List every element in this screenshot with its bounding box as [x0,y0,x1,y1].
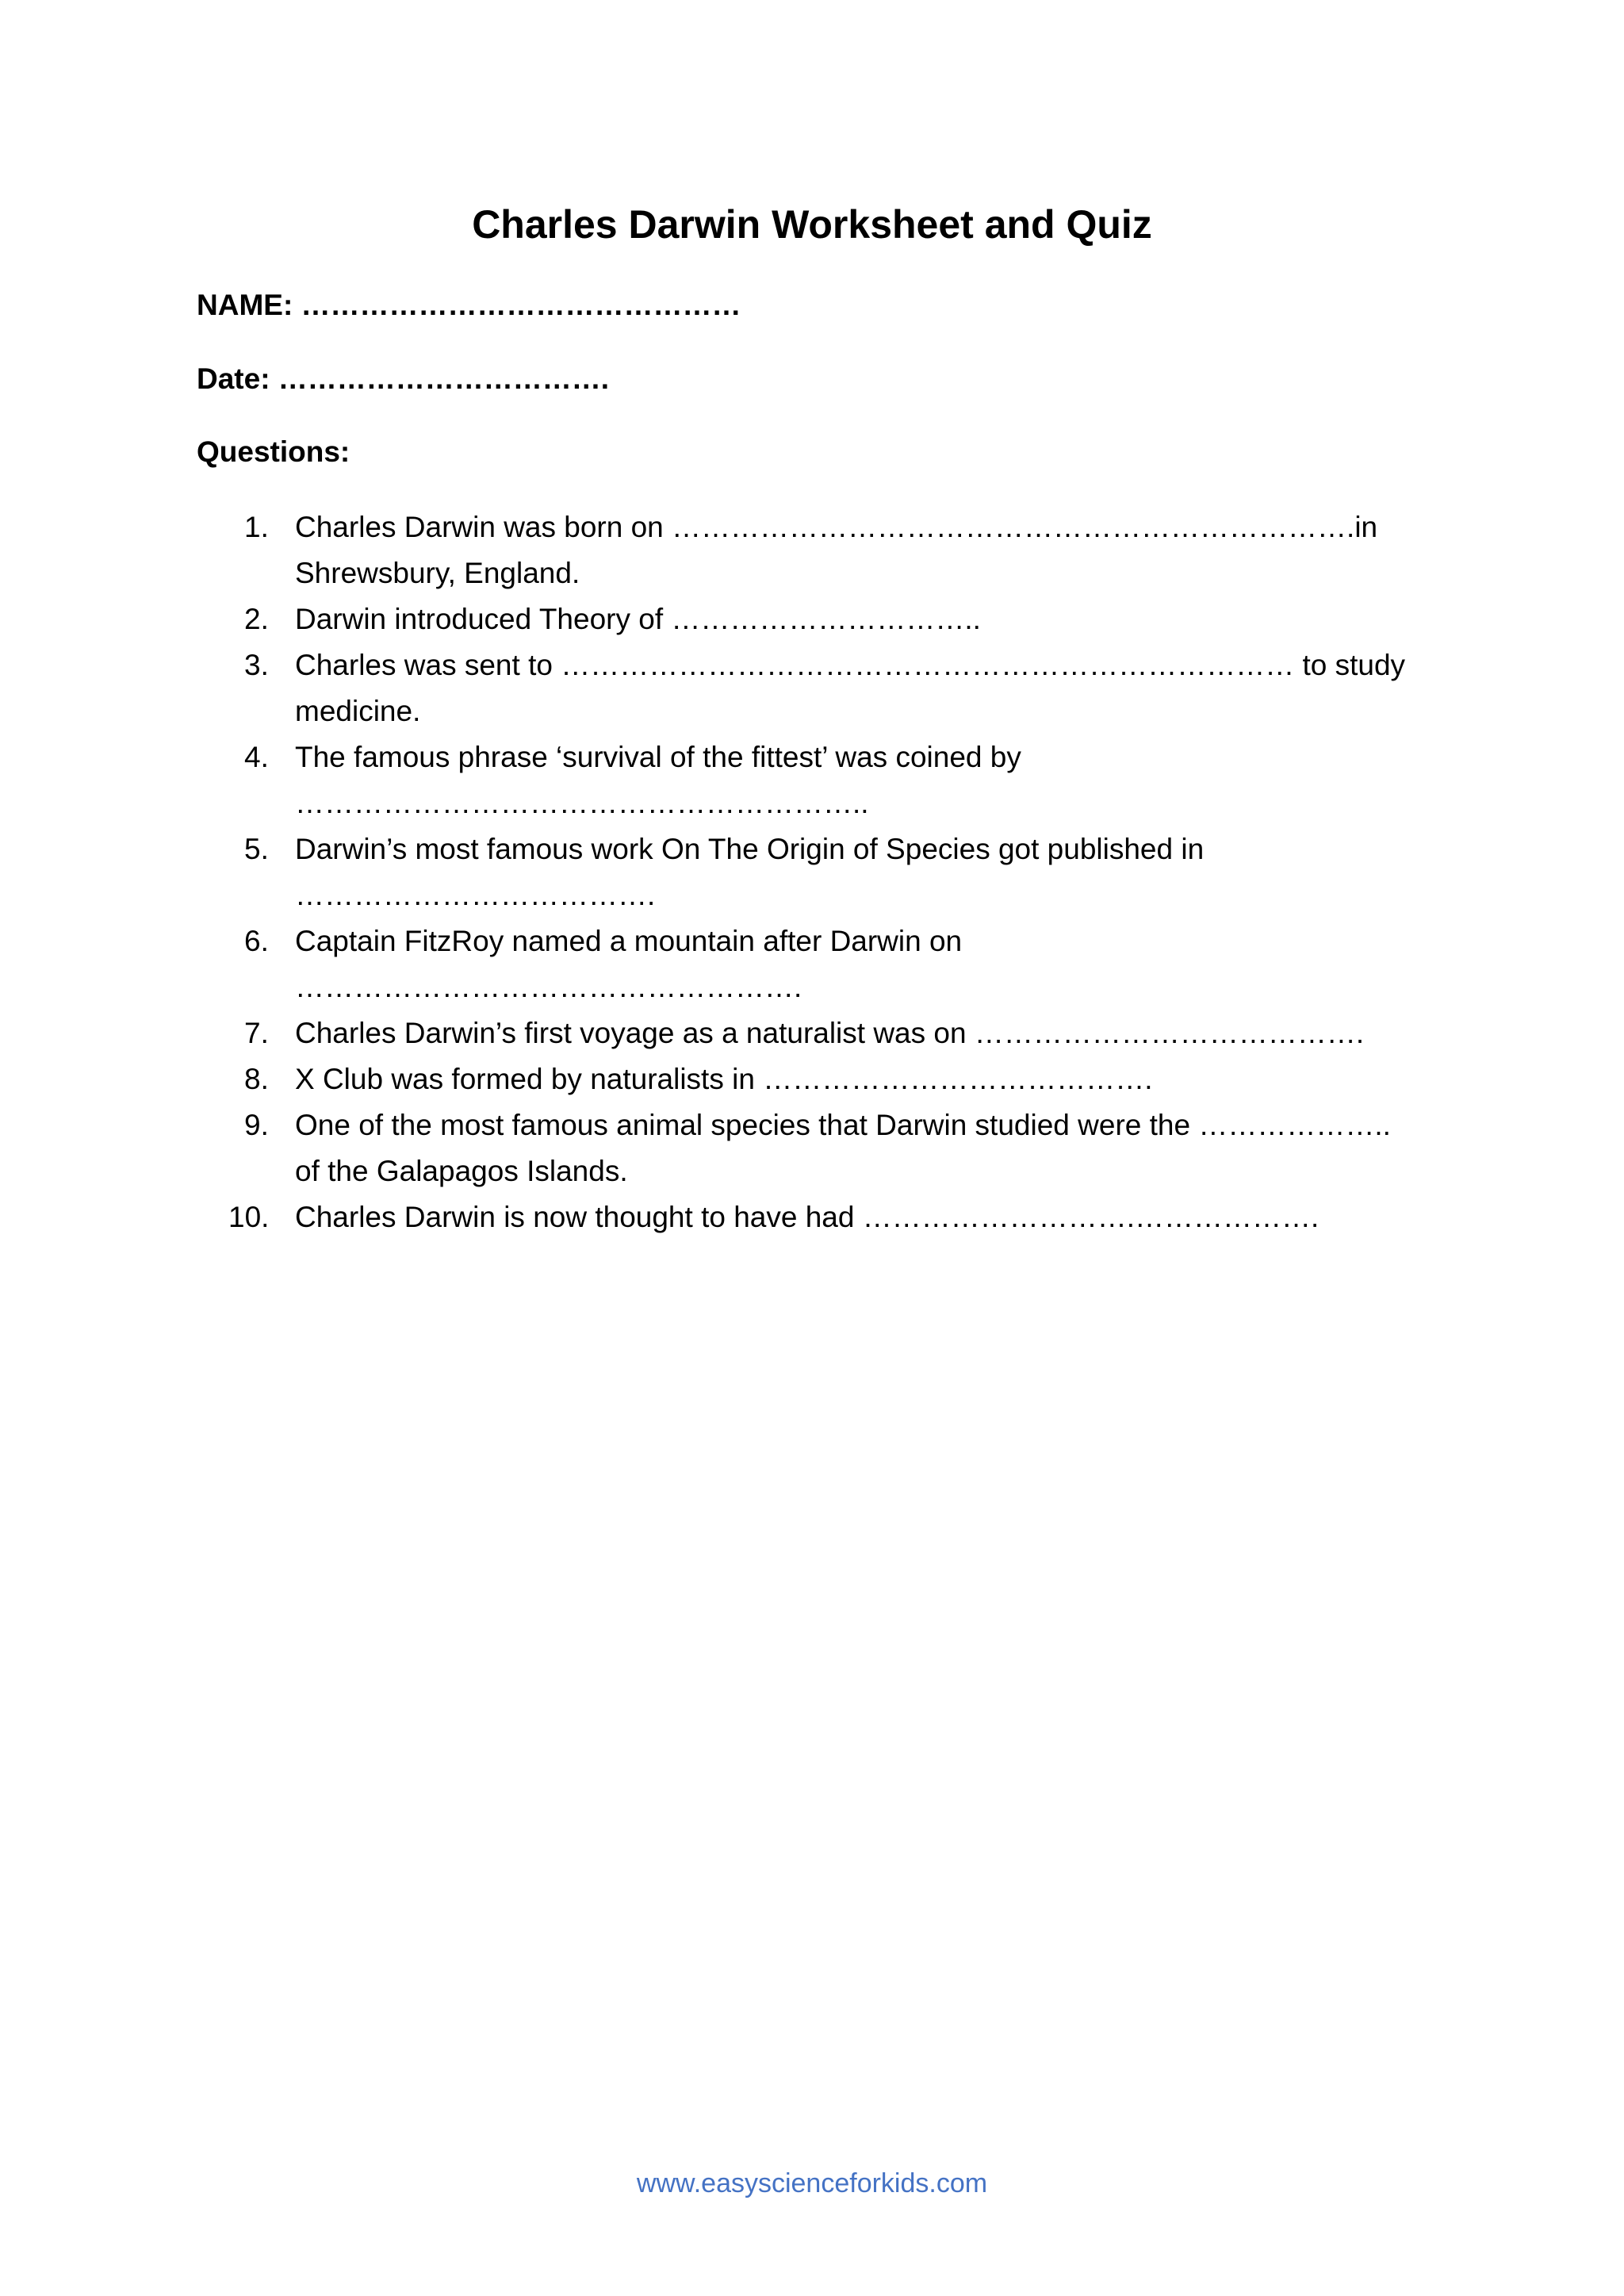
question-number: 6. [244,925,269,957]
question-text: Darwin introduced Theory of ………………………….. [295,603,981,635]
question-item-10 [0,1194,1624,1240]
question-number: 4. [244,741,269,773]
date-field: Date: ……………………………. [197,362,610,395]
question-item-3 [0,642,1624,734]
footer-website-link[interactable]: www.easyscienceforkids.com [636,2168,988,2198]
question-item-7 [0,1010,1624,1056]
question-number: 5. [244,833,269,865]
worksheet-title: Charles Darwin Worksheet and Quiz [472,202,1152,247]
question-text: Charles was sent to ………………………………………………………………… to study medicine. [295,649,1406,727]
question-text: Charles Darwin is now thought to have had ……………………….………………. [295,1201,1320,1233]
question-item-4 [0,734,1624,826]
question-text: Captain FitzRoy named a mountain after Darwin on ……………………………………………. [295,925,963,1003]
question-item-1 [0,504,1624,596]
question-text: Charles Darwin’s first voyage as a naturalist was on …………………………………. [295,1017,1365,1049]
question-number: 8. [244,1063,269,1095]
question-list [0,504,1624,1240]
question-text: X Club was formed by naturalists in …………………………………. [295,1063,1153,1095]
question-number: 9. [244,1109,269,1141]
question-item-8 [0,1056,1624,1102]
question-text: The famous phrase ‘survival of the fittest’ was coined by ………………………………………………….. [295,741,1021,819]
question-item-5 [0,826,1624,918]
question-number: 1. [244,511,269,543]
name-field: NAME: ……………………………………… [197,289,741,321]
question-number: 3. [244,649,269,681]
question-text: One of the most famous animal species that Darwin studied were the ……………….. of the Galapagos Islands. [295,1109,1391,1187]
question-item-2 [0,596,1624,642]
questions-heading: Questions: [197,435,350,468]
question-item-9 [0,1102,1624,1194]
question-text: Charles Darwin was born on …………………………………………………………….in Shrewsbury, England. [295,511,1378,589]
question-number: 2. [244,603,269,635]
question-number: 7. [244,1017,269,1049]
question-text: Darwin’s most famous work On The Origin of Species got published in ………………………………. [295,833,1205,911]
question-item-6 [0,918,1624,1010]
question-number: 10. [228,1201,270,1233]
